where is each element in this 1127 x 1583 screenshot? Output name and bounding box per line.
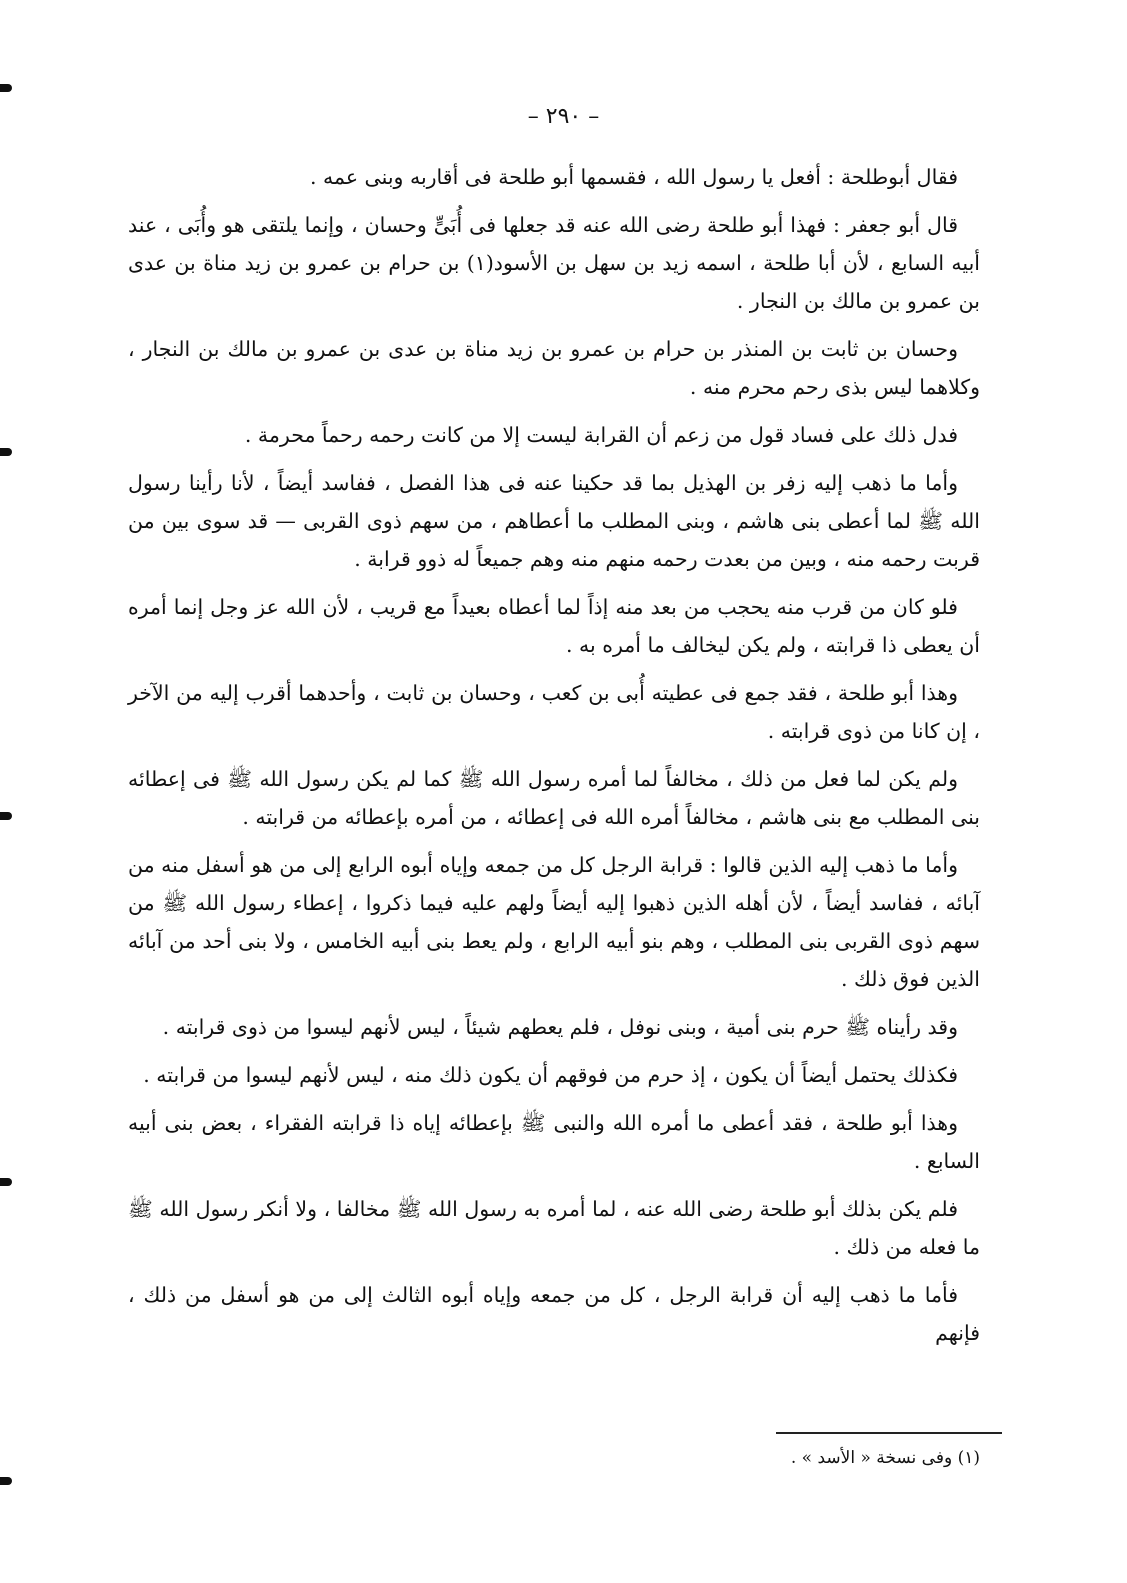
- paragraph: ولم يكن لما فعل من ذلك ، مخالفاً لما أمره رسول الله ﷺ كما لم يكن رسول الله ﷺ فى إعطائه بنى المطلب مع بنى هاشم ، مخالفاً أمره الله فى إعطائه ، من أمره بإعطائه من قرابته .: [128, 767, 980, 829]
- margin-mark: [0, 448, 12, 456]
- paragraph: وحسان بن ثابت بن المنذر بن حرام بن عمرو بن زيد مناة بن عدى بن عمرو بن مالك بن النجار ، وكلاهما ليس بذى رحم محرم منه .: [128, 337, 980, 399]
- footnote: (١) وفى نسخة « الأسد » .: [790, 1448, 980, 1468]
- paragraph: فكذلك يحتمل أيضاً أن يكون ، إذ حرم من فوقهم أن يكون ذلك منه ، ليس لأنهم ليسوا من قرابته .: [143, 1063, 958, 1087]
- paragraph: فلم يكن بذلك أبو طلحة رضى الله عنه ، لما أمره به رسول الله ﷺ مخالفا ، ولا أنكر رسول الله ﷺ ما فعله من ذلك .: [128, 1197, 980, 1259]
- paragraph: قال أبو جعفر : فهذا أبو طلحة رضى الله عنه قد جعلها فى أُبَىٍّ وحسان ، وإنما يلتقى هو وأُبَى ، عند أبيه السابع ، لأن أبا طلحة ، اسمه زيد بن سهل بن الأسود(١) بن حرام بن عمرو بن زيد مناة بن عدى بن عمرو بن مالك بن النجار .: [128, 213, 980, 313]
- margin-mark: [0, 1477, 12, 1485]
- footnote-rule: [776, 1432, 1002, 1434]
- margin-mark: [0, 1178, 12, 1186]
- paragraph: فدل ذلك على فساد قول من زعم أن القرابة ليست إلا من كانت رحمه رحماً محرمة .: [244, 423, 958, 447]
- paragraph: وأما ما ذهب إليه زفر بن الهذيل بما قد حكينا عنه فى هذا الفصل ، ففاسد أيضاً ، لأنا رأينا رسول الله ﷺ لما أعطى بنى هاشم ، وبنى المطلب ما أعطاهم ، من سهم ذوى القربى — قد سوى بين من قربت رحمه منه ، وبين من بعدت رحمه منهم منه وهم جميعاً له ذوو قرابة .: [128, 471, 980, 571]
- paragraph: وهذا أبو طلحة ، فقد أعطى ما أمره الله والنبى ﷺ بإعطائه إياه ذا قرابته الفقراء ، بعض بنى أبيه السابع .: [128, 1111, 980, 1173]
- paragraph: وقد رأيناه ﷺ حرم بنى أمية ، وبنى نوفل ، فلم يعطهم شيئاً ، ليس لأنهم ليسوا من ذوى قرابته .: [162, 1015, 958, 1039]
- paragraph: فأما ما ذهب إليه أن قرابة الرجل ، كل من جمعه وإياه أبوه الثالث إلى من هو أسفل من ذلك ، فإنهم: [128, 1283, 980, 1345]
- margin-mark: [0, 812, 12, 820]
- page-number: – ٢٩٠ –: [527, 104, 600, 129]
- paragraph: فلو كان من قرب منه يحجب من بعد منه إذاً لما أعطاه بعيداً مع قريب ، لأن الله عز وجل إنما أمره أن يعطى ذا قرابته ، ولم يكن ليخالف ما أمره به .: [128, 595, 980, 657]
- paragraph: وهذا أبو طلحة ، فقد جمع فى عطيته أُبى بن كعب ، وحسان بن ثابت ، وأحدهما أقرب إليه من الآخر ، إن كانا من ذوى قرابته .: [128, 681, 980, 743]
- paragraph: وأما ما ذهب إليه الذين قالوا : قرابة الرجل كل من جمعه وإياه أبوه الرابع إلى من هو أسفل منه من آبائه ، ففاسد أيضاً ، لأن أهله الذين ذهبوا إليه أيضاً ولهم عليه فيما ذكروا ، إعطاء رسول الله ﷺ من سهم ذوى القربى بنى المطلب ، وهم بنو أبيه الرابع ، ولم يعط بنى أبيه الخامس ، ولا بنى أحد من آبائه الذين فوق ذلك .: [128, 853, 980, 991]
- paragraph: فقال أبوطلحة : أفعل يا رسول الله ، فقسمها أبو طلحة فى أقاربه وبنى عمه .: [309, 165, 958, 189]
- margin-mark: [0, 84, 12, 92]
- body-text: [128, 158, 980, 1362]
